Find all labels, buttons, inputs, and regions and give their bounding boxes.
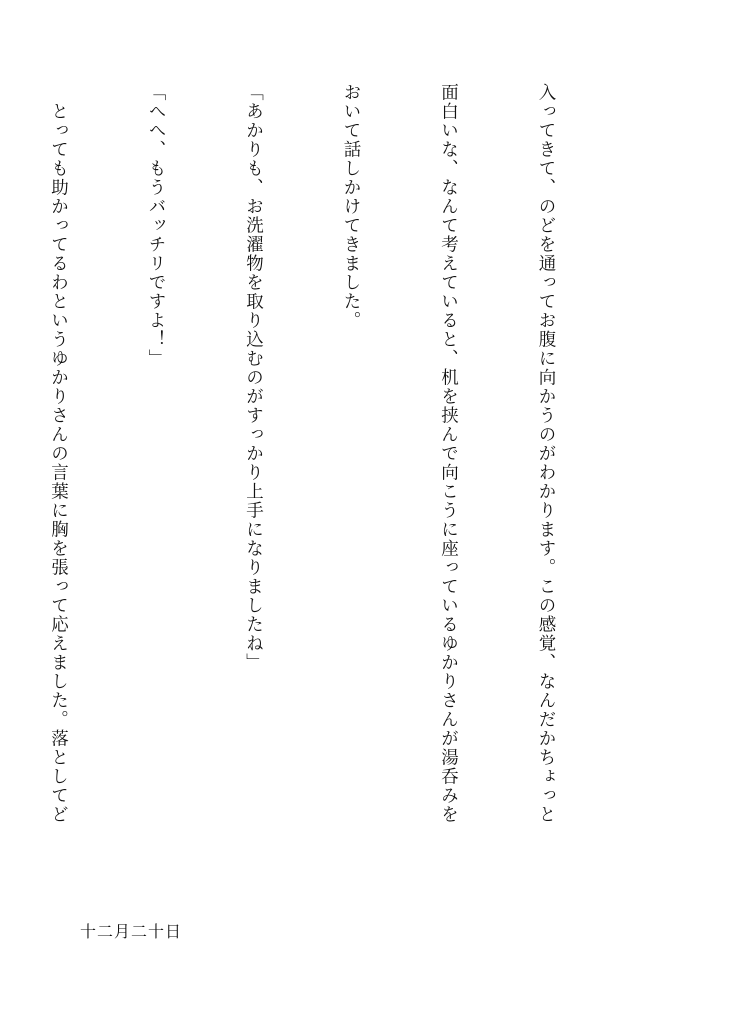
text-line: とっても助かってるわというゆかりさんの言葉に胸を張って応えました。落としてど xyxy=(48,83,69,824)
body-text-column xyxy=(0,83,627,888)
text-line: 面白いな、なんて考えていると、机を挟んで向こうに座っているゆかりさんが湯呑みを xyxy=(438,83,459,824)
text-line: おいて話しかけてきました。 xyxy=(341,83,361,330)
footer-date: 十二月二十日 xyxy=(80,922,183,941)
text-line: 入ってきて、のどを通ってお腹に向かうのがわかります。この感覚、なんだかちょっと xyxy=(536,83,556,824)
dialogue-line: 「へへ、もうバッチリですよ！」 xyxy=(146,83,166,368)
dialogue-line: 「あかりも、お洗濯物を取り込むのがすっかり上手になりましたね」 xyxy=(243,83,264,672)
